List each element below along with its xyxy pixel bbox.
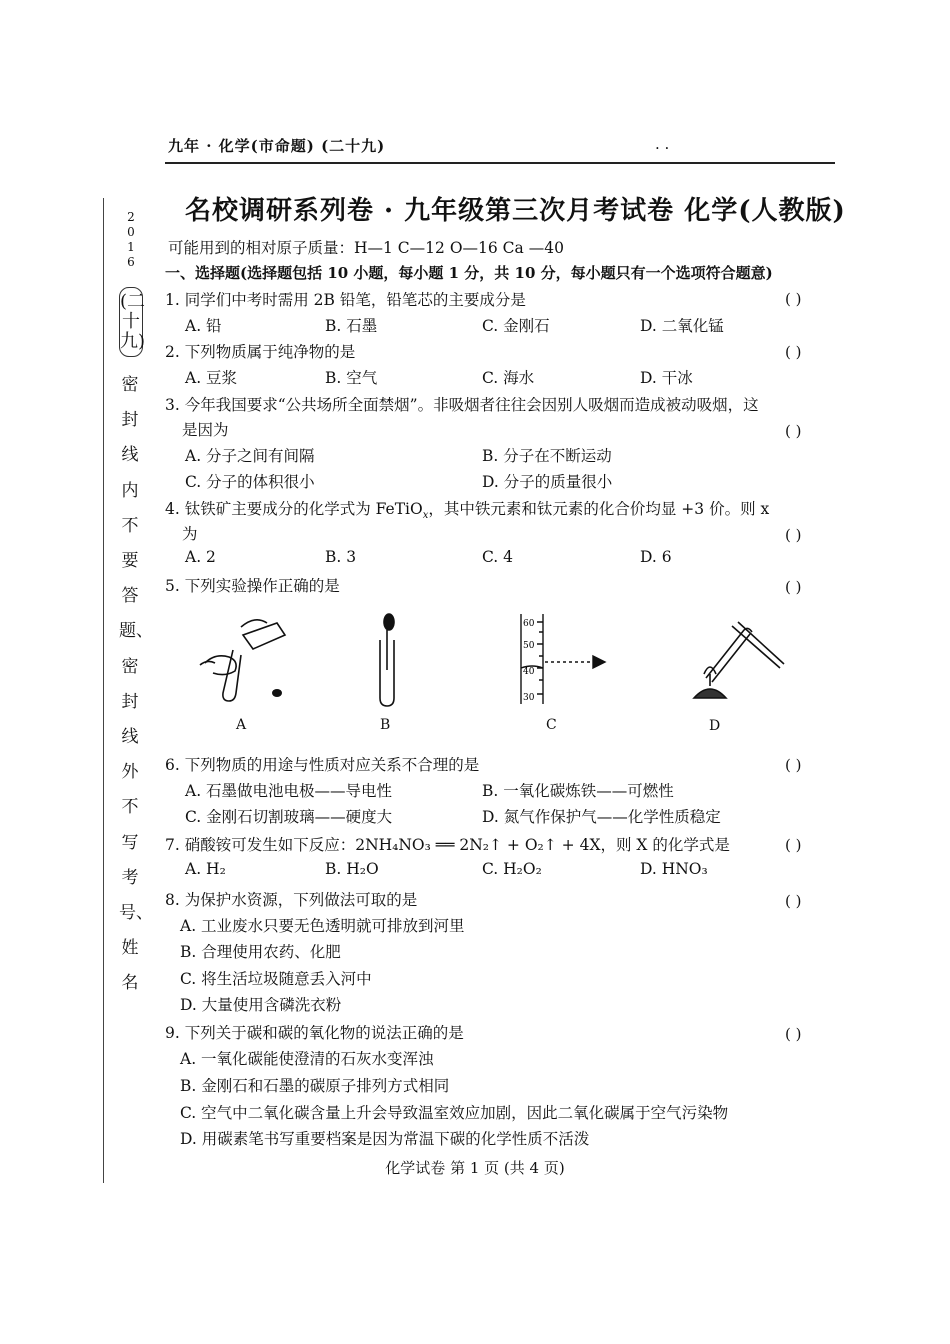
q7-stem: 7. 硝酸铵可发生如下反应：2NH₄NO₃ ══ 2N₂↑ + O₂↑ + 4X，则 X 的化学式是 — [165, 836, 730, 854]
figure-c-cylinder — [515, 612, 615, 708]
q2-stem: 2. 下列物质属于纯净物的是 — [165, 343, 356, 361]
atomic-masses: 可能用到的相对原子质量：H—1 C—12 O—16 Ca —40 — [168, 239, 564, 257]
q9-option-a: A. 一氧化碳能使澄清的石灰水变浑浊 — [180, 1050, 434, 1068]
q6-stem: 6. 下列物质的用途与性质对应关系不合理的是 — [165, 756, 480, 774]
page-footer: 化学试卷 第 1 页 (共 4 页) — [385, 1159, 565, 1177]
q7-option-a: A. H₂ — [185, 860, 226, 878]
q2-option-b: B. 空气 — [325, 369, 378, 387]
q6-option-c: C. 金刚石切割玻璃——硬度大 — [185, 808, 393, 826]
cylinder-tick-60: 60 — [523, 619, 535, 629]
q4-subscript: x — [422, 510, 429, 522]
q3-option-b: B. 分子在不断运动 — [482, 447, 612, 465]
q8-option-a: A. 工业废水只要无色透明就可排放到河里 — [180, 917, 465, 935]
q3-stem-continued: 是因为 — [182, 421, 229, 439]
figure-label-d: D — [709, 718, 721, 734]
q9-option-c: C. 空气中二氧化碳含量上升会导致温室效应加剧，因此二氧化碳属于空气污染物 — [180, 1104, 729, 1122]
q3-option-a: A. 分子之间有间隔 — [185, 447, 315, 465]
q9-stem: 9. 下列关于碳和碳的氧化物的说法正确的是 — [165, 1024, 464, 1042]
q8-option-c: C. 将生活垃圾随意丢入河中 — [180, 970, 372, 988]
figure-a-pouring — [195, 605, 290, 705]
q7-option-b: B. H₂O — [325, 860, 379, 878]
q4-option-b: B. 3 — [325, 548, 357, 566]
section-heading: 一、选择题(选择题包括 10 小题，每小题 1 分，共 10 分，每小题只有一个选项符合题意) — [165, 264, 773, 282]
q7-option-d: D. HNO₃ — [640, 860, 708, 878]
q5-answer-blank[interactable]: ( ) — [785, 578, 802, 596]
q5-stem: 5. 下列实验操作正确的是 — [165, 577, 340, 595]
q4-stem-text: 4. 钛铁矿主要成分的化学式为 FeTiO — [165, 500, 423, 518]
figure-label-b: B — [380, 717, 391, 733]
q6-option-b: B. 一氧化碳炼铁——可燃性 — [482, 782, 674, 800]
page-title: 名校调研系列卷 · 九年级第三次月考试卷 化学(人教版) — [185, 196, 846, 226]
side-year: 2016 — [127, 210, 135, 269]
q8-answer-blank[interactable]: ( ) — [785, 892, 802, 910]
header-rule — [165, 162, 835, 164]
q8-option-d: D. 大量使用含磷洗衣粉 — [180, 996, 342, 1014]
side-notice: 密封线内不要答题、密封线外不写考号、姓名 — [119, 375, 153, 994]
side-number: (二十九) — [119, 287, 143, 357]
q6-option-a: A. 石墨做电池电极——导电性 — [185, 782, 393, 800]
q9-option-d: D. 用碳素笔书写重要档案是因为常温下碳的化学性质不活泼 — [180, 1130, 590, 1148]
q9-option-b: B. 金刚石和石墨的碳原子排列方式相同 — [180, 1077, 450, 1095]
q9-answer-blank[interactable]: ( ) — [785, 1025, 802, 1043]
q1-stem: 1. 同学们中考时需用 2B 铅笔，铅笔芯的主要成分是 — [165, 291, 526, 309]
q4-stem-rest: ，其中铁元素和钛元素的化合价均显 +3 价。则 x — [428, 500, 770, 518]
q8-option-b: B. 合理使用农药、化肥 — [180, 943, 341, 961]
figure-d-heating — [688, 608, 788, 708]
q3-stem: 3. 今年我国要求“公共场所全面禁烟”。非吸烟者往往会因别人吸烟而造成被动吸烟，这 — [165, 396, 759, 414]
figure-b-dropper — [370, 610, 410, 710]
q8-stem: 8. 为保护水资源，下列做法可取的是 — [165, 891, 418, 909]
q4-option-d: D. 6 — [640, 548, 672, 566]
cylinder-tick-40: 40 — [523, 667, 535, 677]
q4-option-c: C. 4 — [482, 548, 514, 566]
q4-stem — [165, 497, 769, 521]
q4-option-a: A. 2 — [185, 548, 216, 566]
header-text: 九年 · 化学(市命题) (二十九) — [168, 137, 386, 155]
q2-option-d: D. 干冰 — [640, 369, 693, 387]
q2-answer-blank[interactable]: ( ) — [785, 343, 802, 361]
q1-option-c: C. 金刚石 — [482, 317, 550, 335]
q1-option-a: A. 铅 — [185, 317, 222, 335]
header-dots: . . — [655, 135, 670, 153]
q7-option-c: C. H₂O₂ — [482, 860, 542, 878]
cylinder-tick-30: 30 — [523, 693, 535, 703]
figure-label-a: A — [236, 717, 247, 733]
q1-answer-blank[interactable]: ( ) — [785, 290, 802, 308]
figure-label-c: C — [546, 717, 557, 733]
q1-option-d: D. 二氧化锰 — [640, 317, 724, 335]
q7-answer-blank[interactable]: ( ) — [785, 836, 802, 854]
binding-line — [103, 198, 104, 1183]
q3-option-c: C. 分子的体积很小 — [185, 473, 315, 491]
q4-stem-continued: 为 — [182, 525, 198, 543]
q2-option-a: A. 豆浆 — [185, 369, 238, 387]
q3-option-d: D. 分子的质量很小 — [482, 473, 613, 491]
q2-option-c: C. 海水 — [482, 369, 535, 387]
q4-answer-blank[interactable]: ( ) — [785, 526, 802, 544]
cylinder-tick-50: 50 — [523, 641, 535, 651]
q6-option-d: D. 氮气作保护气——化学性质稳定 — [482, 808, 721, 826]
q1-option-b: B. 石墨 — [325, 317, 378, 335]
q6-answer-blank[interactable]: ( ) — [785, 756, 802, 774]
q3-answer-blank[interactable]: ( ) — [785, 422, 802, 440]
